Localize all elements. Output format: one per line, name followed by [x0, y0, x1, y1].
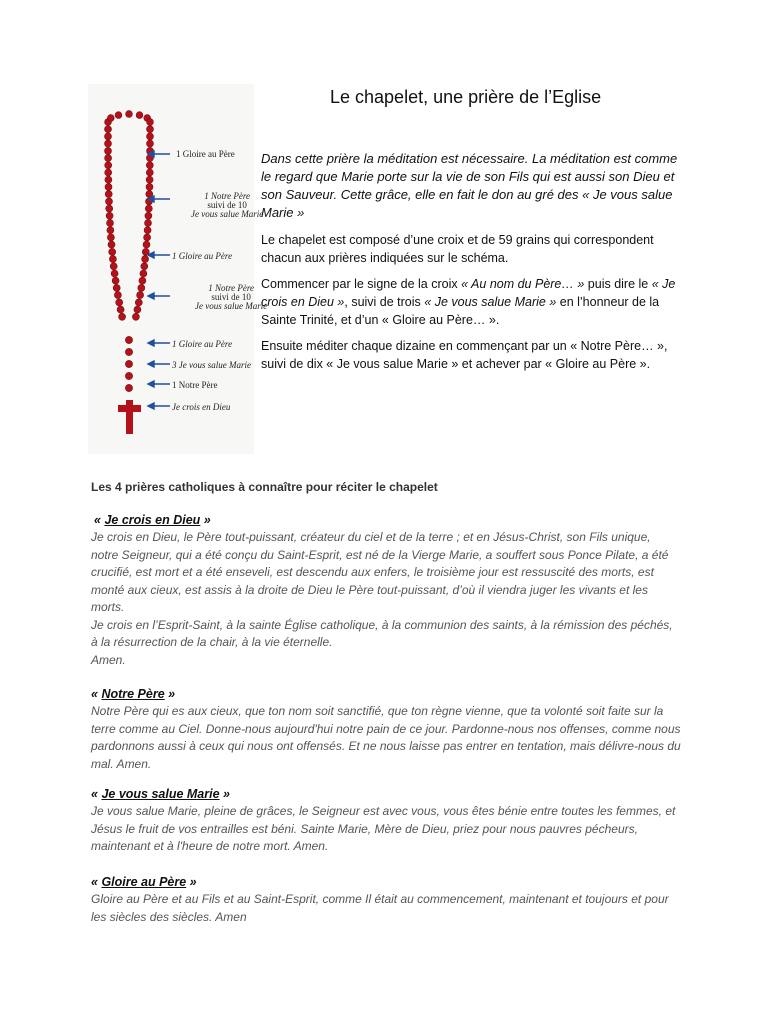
rosary-bead	[145, 220, 152, 227]
rosary-bead	[105, 133, 112, 140]
rosary-bead	[142, 256, 149, 263]
rosary-bead	[145, 205, 152, 212]
rosary-bead	[119, 313, 126, 320]
label-credo: Je crois en Dieu	[172, 402, 231, 412]
rosary-bead	[137, 292, 144, 299]
rosary-bead	[106, 205, 113, 212]
rosary-bead	[126, 111, 133, 118]
prayer-heading: « Gloire au Père »	[91, 875, 197, 889]
rosary-bead	[105, 191, 112, 198]
prayer-notre-pere	[91, 687, 681, 773]
rosary-bead	[105, 169, 112, 176]
rosary-bead	[147, 140, 154, 147]
rosary-bead	[116, 299, 123, 306]
rosary-bead	[141, 263, 148, 270]
start-paragraph: Commencer par le signe de la croix « Au nom du Père… » puis dire le « Je crois en Dieu », suivi de trois « Je vous salue Marie » en l’honneur de la Sainte Trinité, et d’un « Gloire au Père… ».	[261, 277, 676, 327]
rosary-bead	[114, 292, 121, 299]
rosary-bead	[138, 284, 145, 291]
arrow-head	[148, 340, 154, 346]
rosary-bead	[147, 126, 154, 133]
meditation-paragraph: Dans cette prière la méditation est nécessaire. La méditation est comme le regard que Marie porte sur la vie de son Fils qui est aussi son Dieu et son Sauveur. Cette grâce, elle en fait le don au gré des « Je vous salue Marie »	[261, 151, 678, 220]
rosary-bead	[109, 248, 116, 255]
rosary-bead	[107, 220, 114, 227]
rosary-illustration	[88, 84, 254, 454]
rosary-bead	[110, 263, 117, 270]
rosary-bead	[115, 112, 122, 119]
rosary-bead	[132, 313, 139, 320]
rosary-bead	[147, 119, 154, 126]
rosary-bead	[125, 360, 132, 367]
rosary-bead	[134, 306, 141, 313]
rosary-bead	[117, 306, 124, 313]
rosary-bead	[125, 348, 132, 355]
rosary-bead	[113, 284, 120, 291]
rosary-bead	[107, 234, 114, 241]
rosary-bead	[111, 270, 118, 277]
rosary-bead	[146, 183, 153, 190]
rosary-bead	[105, 126, 112, 133]
rosary-bead	[135, 299, 142, 306]
rosary-bead	[144, 227, 151, 234]
rosary-bead	[108, 241, 115, 248]
label-notre-pere-1: 1 Notre Père suivi de 10 Je vous salue Marie	[191, 191, 264, 219]
prayer-ave-maria	[91, 787, 681, 856]
rosary-bead	[109, 256, 116, 263]
rosary-bead	[144, 234, 151, 241]
prayer-credo	[91, 513, 681, 669]
prayer-text: Notre Père qui es aux cieux, que ton nom soit sanctifié, que ton règne vienne, que ta volonté soit faite sur la terre comme au Ciel. Donne-nous aujourd'hui notre pain de ce jour. Pardonne-nous nos offenses, comme nous pardonnons aussi à ceux qui nous ont offensés. Et ne nous laisse pas entrer en tentation, mais délivre-nous du mal. Amen.	[91, 704, 681, 771]
rosary-bead	[105, 140, 112, 147]
rosary-bead	[139, 277, 146, 284]
rosary-bead	[105, 162, 112, 169]
arrow-head	[148, 293, 154, 299]
rosary-bead	[106, 198, 113, 205]
rosary-bead	[125, 384, 132, 391]
rosary-bead	[146, 176, 153, 183]
rosary-bead	[125, 372, 132, 379]
intro-text	[261, 150, 681, 381]
rosary-bead	[112, 277, 119, 284]
arrow-head	[148, 403, 154, 409]
rosary-bead	[107, 227, 114, 234]
arrow-head	[148, 361, 154, 367]
label-notre-pere-3: 1 Notre Père	[172, 380, 218, 390]
rosary-bead	[143, 241, 150, 248]
prayer-gloria	[91, 875, 681, 926]
prayer-text: Je vous salue Marie, pleine de grâces, le Seigneur est avec vous, vous êtes bénie entre toutes les femmes, et Jésus le fruit de vos entrailles est béni. Sainte Marie, Mère de Dieu, priez pour nous pauvres pécheurs, maintenant et à l'heure de notre mort. Amen.	[91, 804, 676, 853]
rosary-bead	[106, 212, 113, 219]
rosary-bead	[105, 155, 112, 162]
rosary-bead	[107, 115, 114, 122]
prayer-text: Gloire au Père et au Fils et au Saint-Esprit, comme Il était au commencement, maintenant et toujours et pour les siècles des siècles. Amen	[91, 892, 669, 924]
prayer-heading: « Je crois en Dieu »	[94, 513, 211, 527]
rosary-bead	[105, 176, 112, 183]
rosary-bead	[105, 147, 112, 154]
rosary-bead	[136, 112, 143, 119]
rosary-bead	[146, 162, 153, 169]
rosary-bead	[105, 183, 112, 190]
rosary-bead	[140, 270, 147, 277]
rosary-bead	[125, 336, 132, 343]
rosary-bead	[145, 212, 152, 219]
label-gloire-2: 1 Gloire au Père	[172, 251, 233, 261]
label-trois-ave: 3 Je vous salue Marie	[172, 360, 251, 370]
label-gloire-3: 1 Gloire au Père	[172, 339, 233, 349]
rosary-bead	[146, 169, 153, 176]
composition-paragraph: Le chapelet est composé d’une croix et de 59 grains qui correspondent chacun aux prières indiquées sur le schéma.	[261, 233, 654, 265]
label-notre-pere-2: 1 Notre Père suivi de 10 Je vous salue Marie	[195, 283, 268, 311]
prayer-text: Je crois en Dieu, le Père tout-puissant, créateur du ciel et de la terre ; et en Jésus-Christ, son Fils unique, notre Seigneur, qui a été conçu du Saint-Esprit, est né de la Vierge Marie, a souffert sous Ponce Pilate, a été crucifié, est mort et a été enseveli, est descendu aux enfers, le troisième jour est ressuscité des morts, est monté aux cieux, est assis à la droite de Dieu le Père tout-puissant, d’où il viendra juger les vivants et les morts. Je crois en l’Esprit-Saint, à la sainte Église catholique, à la communion des saints, à la rémission des péchés, à la résurrection de la chair, à la vie éternelle. Amen.	[91, 530, 673, 667]
then-paragraph: Ensuite méditer chaque dizaine en commençant par un « Notre Père… », suivi de dix « Je vous salue Marie » et achever par « Gloire au Père ».	[261, 339, 668, 371]
prayer-heading: « Je vous salue Marie »	[91, 787, 230, 801]
rosary-bead	[147, 133, 154, 140]
prayer-heading: « Notre Père »	[91, 687, 176, 701]
arrow-head	[148, 381, 154, 387]
rosary-diagram	[88, 84, 268, 454]
page-title: Le chapelet, une prière de l’Eglise	[330, 87, 602, 107]
section-title: Les 4 prières catholiques à connaître pour réciter le chapelet	[91, 480, 438, 494]
label-gloire-1: 1 Gloire au Père	[176, 149, 235, 159]
